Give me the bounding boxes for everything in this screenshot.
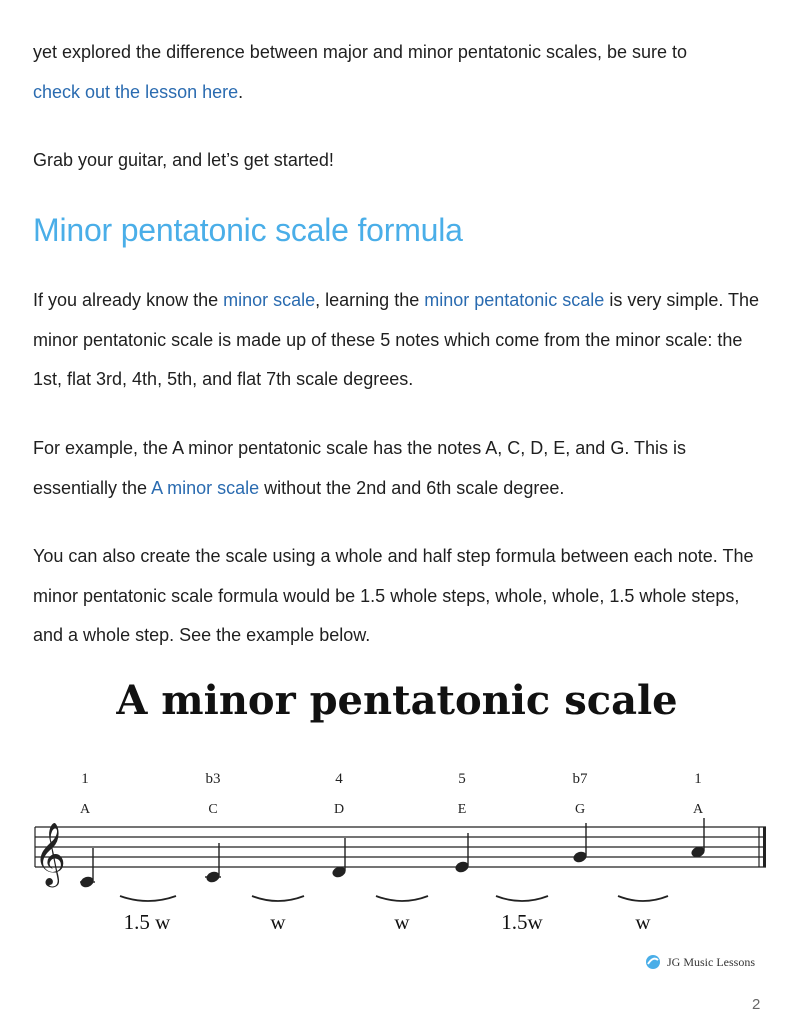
treble-clef-icon: 𝄞 xyxy=(34,822,66,885)
lesson-link[interactable]: check out the lesson here xyxy=(33,81,239,102)
get-started-paragraph: Grab your guitar, and let’s get started! xyxy=(33,150,334,170)
brand-name: JG Music Lessons xyxy=(667,954,756,969)
steps-paragraph: You can also create the scale using a whole and half step formula between each note. The minor pentatonic scale formula would be 1.5 whole steps, whole, whole, 1.5 whole steps, and a whole step. See the example below. xyxy=(33,546,754,645)
formula-paragraph xyxy=(33,281,773,400)
note-name-5: G xyxy=(574,802,586,817)
a-minor-scale-link[interactable]: A minor scale xyxy=(151,477,260,498)
note-name-1: A xyxy=(79,802,91,817)
note-name-2: C xyxy=(208,802,218,817)
example-text-a: For example, the A minor pentatonic scale has the notes A, C, D, E, and G. This is essentially the xyxy=(33,438,687,498)
notes xyxy=(80,818,705,888)
step-label-4: 1.5w xyxy=(501,910,543,934)
degree-label-6: 1 xyxy=(694,771,702,787)
brand-logo-icon xyxy=(645,954,661,970)
scale-figure xyxy=(0,665,794,965)
degree-label-5: b7 xyxy=(572,771,588,787)
note-d xyxy=(332,838,346,878)
intro-text: yet explored the difference between major and minor pentatonic scales, be sure to xyxy=(33,42,688,62)
intro-tail: . xyxy=(238,81,244,102)
staff-lines xyxy=(35,827,766,867)
example-paragraph xyxy=(33,429,773,508)
degree-label-3: 4 xyxy=(335,771,343,787)
step-label-3: w xyxy=(394,910,410,934)
brand-mark xyxy=(645,954,755,970)
step-labels xyxy=(124,910,652,934)
formula-text-a: If you already know the xyxy=(33,290,224,310)
note-e xyxy=(455,833,469,873)
intro-paragraph xyxy=(33,33,773,112)
note-g xyxy=(573,823,587,863)
note-c xyxy=(205,843,221,883)
note-name-4: E xyxy=(457,802,467,817)
note-name-6: A xyxy=(692,802,704,817)
formula-text-b: , learning the xyxy=(315,290,425,310)
degree-label-4: 5 xyxy=(458,771,466,787)
step-label-2: w xyxy=(270,910,286,934)
note-a-high xyxy=(691,818,705,858)
degree-labels xyxy=(81,771,702,787)
step-slurs xyxy=(120,896,668,901)
formula-text-c: is very simple. The minor pentatonic scale is made up of these 5 notes which come from the minor scale: the 1st, flat 3rd, 4th, 5th, and flat 7th scale degrees. xyxy=(33,290,760,389)
note-name-3: D xyxy=(333,802,345,817)
note-a-low xyxy=(80,848,95,888)
page-number: 2 xyxy=(752,996,761,1013)
degree-label-1: 1 xyxy=(81,771,89,787)
degree-label-2: b3 xyxy=(205,771,221,787)
figure-title: A minor pentatonic scale xyxy=(116,677,678,724)
example-text-b: without the 2nd and 6th scale degree. xyxy=(259,477,565,498)
minor-pentatonic-link[interactable]: minor pentatonic scale xyxy=(424,290,605,310)
note-name-labels xyxy=(80,802,704,817)
minor-scale-link[interactable]: minor scale xyxy=(223,290,316,310)
step-label-5: w xyxy=(635,910,651,934)
staff-notation xyxy=(0,665,794,965)
step-label-1: 1.5 w xyxy=(123,910,171,934)
section-heading: Minor pentatonic scale formula xyxy=(33,212,463,248)
